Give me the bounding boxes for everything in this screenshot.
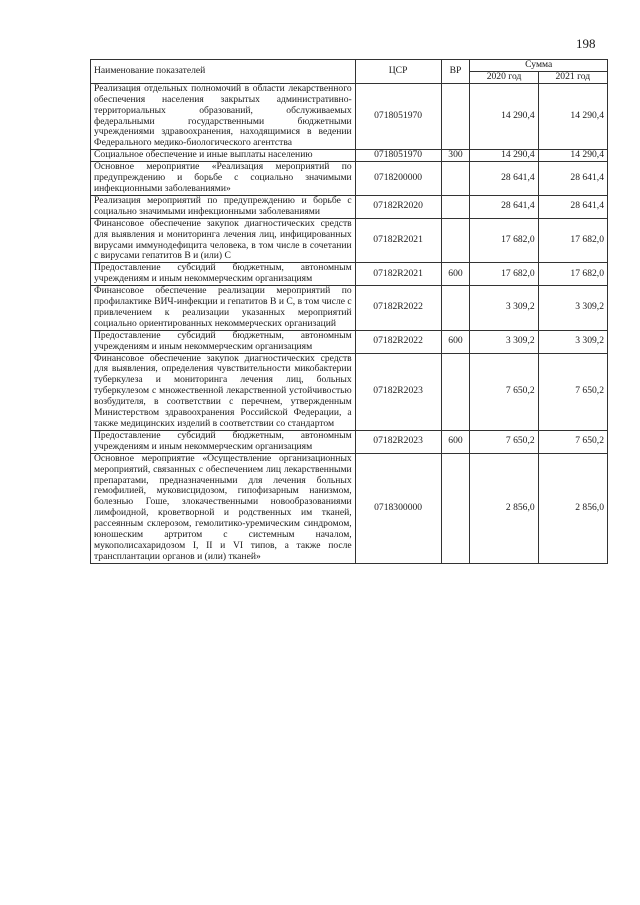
row-vr-cell: [441, 218, 470, 263]
row-name-cell: Социальное обеспечение и иные выплаты населению: [91, 150, 356, 162]
row-vr-cell: [441, 286, 470, 331]
header-csr: ЦСР: [355, 60, 441, 84]
row-name-cell: Реализация мероприятий по предупреждению и борьбе с социально значимыми инфекционными заболеваниями: [91, 195, 356, 218]
row-csr-cell: 07182R2023: [355, 430, 441, 453]
row-2020-cell: 14 290,4: [470, 83, 538, 149]
row-2020-cell: 3 309,2: [470, 330, 538, 353]
row-name-cell: Предоставление субсидий бюджетным, автономным учреждениям и иным некоммерческим организациям: [91, 330, 356, 353]
row-2020-cell: 7 650,2: [470, 353, 538, 430]
row-csr-cell: 07182R2022: [355, 286, 441, 331]
table-row: [91, 353, 608, 430]
row-vr-cell: [441, 195, 470, 218]
row-vr-cell: 600: [441, 263, 470, 286]
row-csr-cell: 0718300000: [355, 453, 441, 563]
header-year-2020: 2020 год: [470, 71, 538, 83]
header-sum: Сумма: [470, 60, 608, 72]
row-2021-cell: 3 309,2: [538, 286, 607, 331]
row-vr-cell: 600: [441, 330, 470, 353]
table-row: [91, 286, 608, 331]
row-2020-cell: 28 641,4: [470, 162, 538, 196]
row-2021-cell: 7 650,2: [538, 430, 607, 453]
row-vr-cell: [441, 453, 470, 563]
row-csr-cell: 0718051970: [355, 150, 441, 162]
row-2021-cell: 17 682,0: [538, 263, 607, 286]
row-csr-cell: 07182R2022: [355, 330, 441, 353]
row-vr-cell: [441, 83, 470, 149]
table-row: [91, 263, 608, 286]
row-2021-cell: 7 650,2: [538, 353, 607, 430]
table-row: [91, 218, 608, 263]
table-row: [91, 83, 608, 149]
row-2020-cell: 14 290,4: [470, 150, 538, 162]
table-row: [91, 453, 608, 563]
row-csr-cell: 07182R2023: [355, 353, 441, 430]
row-name-cell: Финансовое обеспечение закупок диагностических средств для выявления и мониторинга лечения лиц, инфицированных вирусами иммунодефицита человека, в том числе в сочетании с вирусами гепатитов B и (или) C: [91, 218, 356, 263]
row-2021-cell: 3 309,2: [538, 330, 607, 353]
budget-table: [90, 59, 608, 564]
row-csr-cell: 0718051970: [355, 83, 441, 149]
row-csr-cell: 07182R2020: [355, 195, 441, 218]
row-name-cell: Основное мероприятие «Реализация мероприятий по предупреждению и борьбе с социально значимыми инфекционными заболеваниями»: [91, 162, 356, 196]
table-header: [91, 60, 608, 84]
table-row: [91, 195, 608, 218]
header-vr: ВР: [441, 60, 470, 84]
table-body: [91, 83, 608, 563]
row-2021-cell: 14 290,4: [538, 83, 607, 149]
row-name-cell: Финансовое обеспечение закупок диагностических средств для выявления, определения чувствительности микобактерии туберкулеза и мониторинга лечения лиц, больных туберкулезом с множественной лекарственной устойчивостью возбудителя, в соответствии с перечнем, утвержденным Министерством здравоохранения Российской Федерации, а также медицинских изделий в соответствии со стандартом: [91, 353, 356, 430]
row-2020-cell: 2 856,0: [470, 453, 538, 563]
row-csr-cell: 07182R2021: [355, 218, 441, 263]
header-name: Наименование показателей: [91, 60, 356, 84]
row-2020-cell: 17 682,0: [470, 263, 538, 286]
row-name-cell: Предоставление субсидий бюджетным, автономным учреждениям и иным некоммерческим организациям: [91, 430, 356, 453]
row-2020-cell: 7 650,2: [470, 430, 538, 453]
row-name-cell: Реализация отдельных полномочий в области лекарственного обеспечения населения закрытых административно-территориальных образований, обслуживаемых федеральными государственными бюджетными учреждениями здравоохранения, находящимися в ведении Федерального медико-биологического агентства: [91, 83, 356, 149]
table-row: [91, 430, 608, 453]
row-csr-cell: 0718200000: [355, 162, 441, 196]
row-2021-cell: 28 641,4: [538, 162, 607, 196]
row-vr-cell: 600: [441, 430, 470, 453]
table-row: [91, 162, 608, 196]
row-name-cell: Финансовое обеспечение реализации мероприятий по профилактике ВИЧ-инфекции и гепатитов B и C, в том числе с привлечением к реализации указанных мероприятий социально ориентированных некоммерческих организаций: [91, 286, 356, 331]
row-2021-cell: 14 290,4: [538, 150, 607, 162]
row-name-cell: Основное мероприятие «Осуществление организационных мероприятий, связанных с обеспечением лиц лекарственными препаратами, предназначенными для лечения больных гемофилией, муковисцидозом, гипофизарным нанизмом, болезнью Гоше, злокачественными новообразованиями лимфоидной, кроветворной и родственных им тканей, рассеянным склерозом, гемолитико-уремическим синдромом, юношеским артритом с системным началом, мукополисахаридозом I, II и VI типов, а также после трансплантации органов и (или) тканей»: [91, 453, 356, 563]
row-2021-cell: 17 682,0: [538, 218, 607, 263]
row-vr-cell: [441, 353, 470, 430]
table-row: [91, 150, 608, 162]
table-row: [91, 330, 608, 353]
row-vr-cell: [441, 162, 470, 196]
header-year-2021: 2021 год: [538, 71, 607, 83]
row-2020-cell: 3 309,2: [470, 286, 538, 331]
row-2020-cell: 17 682,0: [470, 218, 538, 263]
row-vr-cell: 300: [441, 150, 470, 162]
row-2021-cell: 2 856,0: [538, 453, 607, 563]
row-2021-cell: 28 641,4: [538, 195, 607, 218]
row-2020-cell: 28 641,4: [470, 195, 538, 218]
row-name-cell: Предоставление субсидий бюджетным, автономным учреждениям и иным некоммерческим организациям: [91, 263, 356, 286]
row-csr-cell: 07182R2021: [355, 263, 441, 286]
page-number: 198: [576, 36, 596, 51]
